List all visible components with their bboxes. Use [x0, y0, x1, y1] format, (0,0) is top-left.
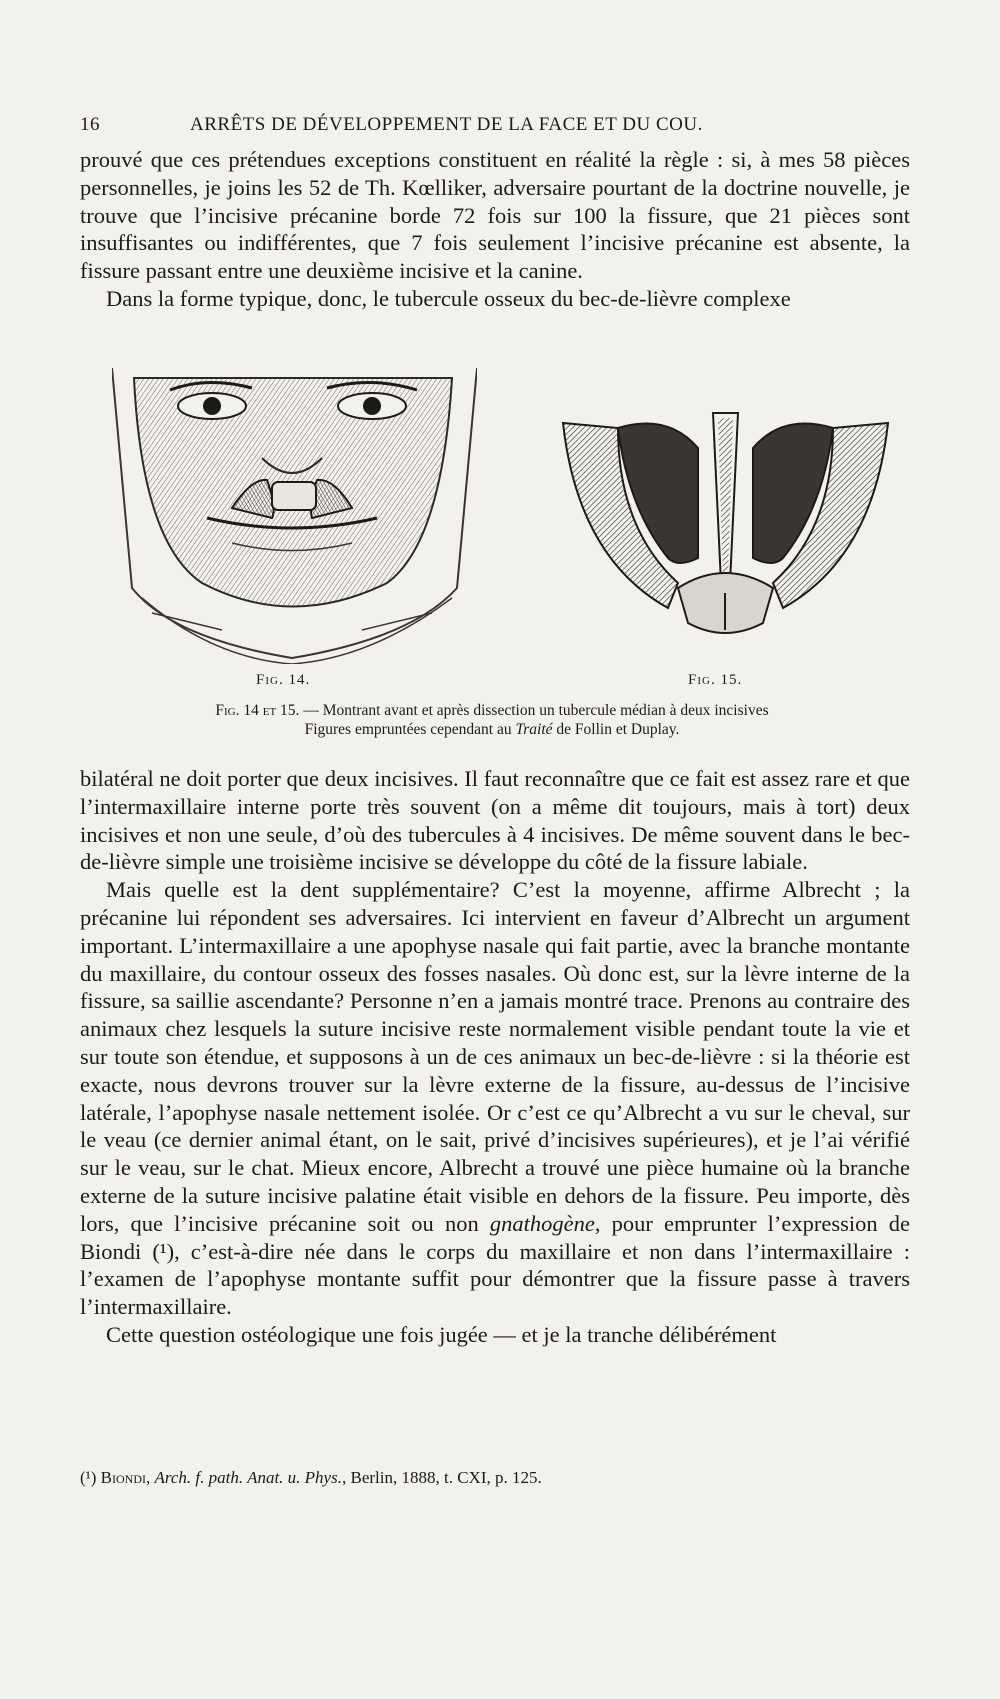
footnote-text: , Berlin, 1888, t. CXI, p. 125.	[341, 1468, 542, 1487]
caption-line-2	[128, 720, 856, 739]
caption-text: Figures empruntées cependant au	[304, 721, 516, 738]
running-title: ARRÊTS DE DÉVELOPPEMENT DE LA FACE ET DU COU.	[190, 114, 703, 135]
caption-line-1	[128, 701, 856, 720]
text-block-bottom	[80, 765, 910, 1349]
footnote-author: Biondi	[100, 1468, 147, 1487]
paragraph-text: , pour emprunter l’expression de Biondi (¹), c’est-à-dire née dans le corps du maxillaire et non dans l’intermaxillaire : l’examen de l’apophyse montante suffit pour démontrer que la fissure passe à travers l’intermaxillaire.	[80, 1210, 910, 1320]
page-number: 16	[80, 114, 100, 135]
caption-text: de Follin et Duplay.	[552, 721, 680, 738]
fig14-label: Fig. 14.	[256, 672, 311, 688]
paragraph	[80, 876, 910, 1321]
fig15-dissection-illustration	[558, 408, 893, 638]
footnote-journal: Arch. f. path. Anat. u. Phys.	[154, 1468, 342, 1487]
paragraph: prouvé que ces prétendues exceptions constituent en réalité la règle : si, à mes 58 pièces personnelles, je joins les 52 de Th. Kœlliker, adversaire pourtant de la doctrine nouvelle, je trouve que l’incisive précanine borde 72 fois sur 100 la fissure, que 21 pièces sont insuffisantes ou indifférentes, que 7 fois seulement l’incisive précanine est absente, la fissure passant entre une deuxième incisive et la canine.	[80, 147, 910, 284]
footnote-marker: (¹)	[80, 1468, 101, 1487]
footnote	[80, 1468, 910, 1488]
paragraph: Cette question ostéologique une fois jugée — et je la tranche délibérément	[106, 1321, 777, 1347]
caption-lead: Fig. 14 et 15.	[215, 702, 300, 719]
footnote-text: ,	[146, 1468, 155, 1487]
paragraph: Dans la forme typique, donc, le tubercule osseux du bec-de-lièvre complexe	[106, 285, 791, 311]
running-header	[80, 114, 910, 140]
paragraph-text: Mais quelle est la dent supplémentaire? C’est la moyenne, affirme Albrecht ; la précanine lui répondent ses adversaires. Ici intervient en faveur d’Albrecht un argument important. L’intermaxillaire a une apophyse nasale qui fait partie, avec la branche montante du maxillaire, du contour osseux des fosses nasales. Où donc est, sur la lèvre interne de la fissure, sa saillie ascendante? Personne n’en a jamais montré trace. Prenons au contraire des animaux chez lesquels la suture incisive reste normalement visible pendant toute la vie et sur toute son étendue, et supposons à un de ces animaux un bec-de-lièvre : si la théorie est exacte, nous devrons trouver sur la lèvre externe de la fissure, au-dessus de l’incisive latérale, l’apophyse nasale nettement isolée. Or c’est ce qu’Albrecht a vu sur le cheval, sur le veau (ce dernier animal étant, on le sait, privé d’incisives supérieures), et je l’ai vérifié sur le veau, sur le chat. Mieux encore, Albrecht a trouvé une pièce humaine où la branche externe de la suture incisive palatine était visible en dehors de la fissure. Peu importe, dès lors, que l’incisive précanine soit ou non	[80, 877, 910, 1236]
fig15-label: Fig. 15.	[688, 672, 743, 688]
text-block-top	[80, 146, 910, 313]
caption-body: — Montrant avant et après dissection un tubercule médian à deux incisives	[299, 702, 769, 719]
paragraph: bilatéral ne doit porter que deux incisives. Il faut reconnaître que ce fait est assez rare et que l’intermaxillaire interne porte très souvent (on a même dit toujours, mais à tort) deux incisives et non une seule, d’où des tubercules à 4 incisives. De même souvent dans le bec-de-lièvre simple une troisième incisive se développe du côté de la fissure labiale.	[80, 766, 910, 875]
fig14-face-illustration	[112, 368, 477, 664]
paragraph-italic: gnathogène	[489, 1210, 595, 1236]
figure-caption	[128, 701, 856, 739]
caption-italic: Traité	[515, 721, 553, 738]
